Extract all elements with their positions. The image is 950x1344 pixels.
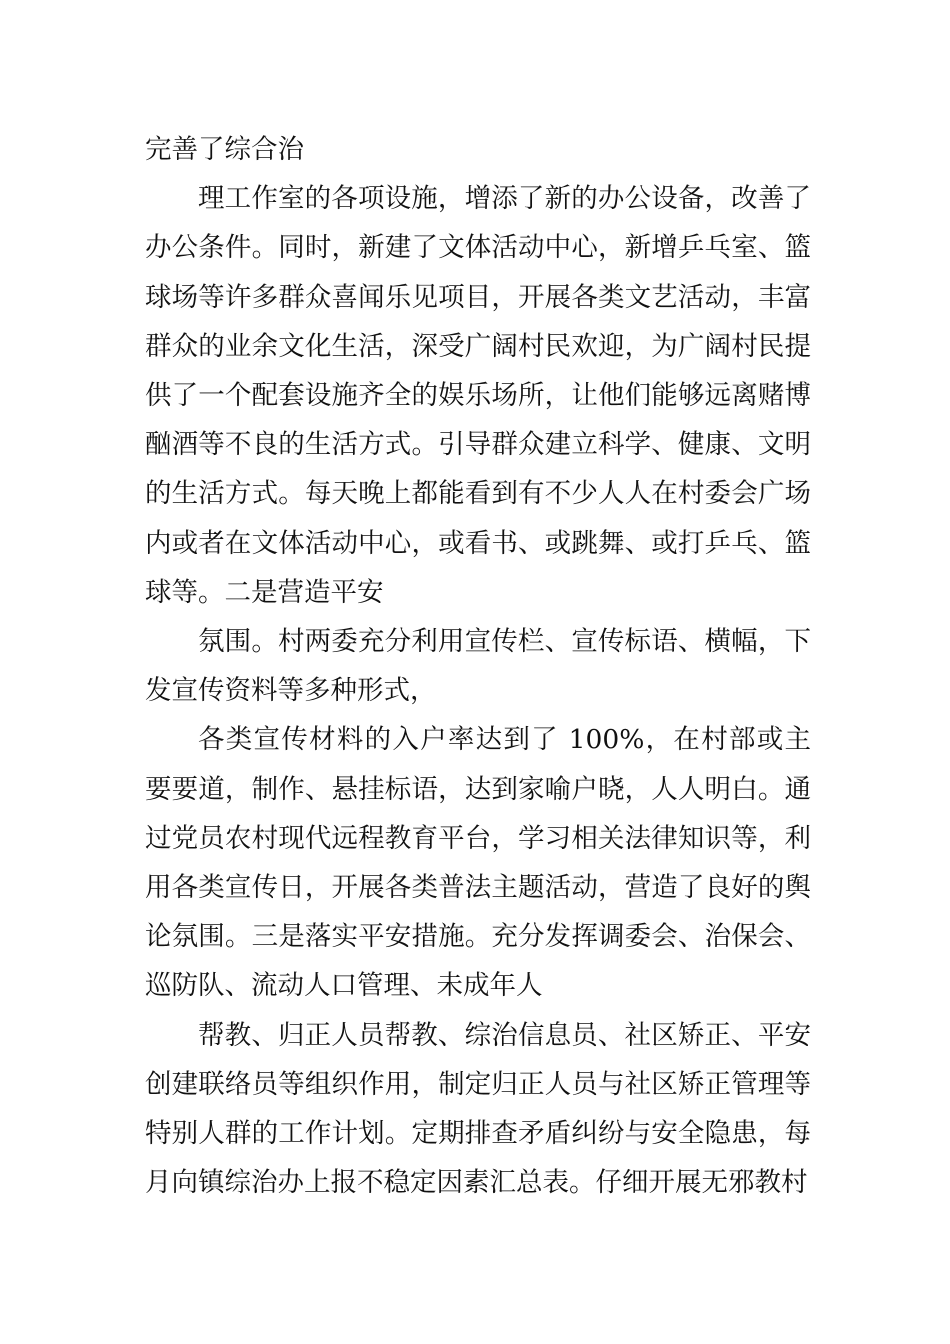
paragraph-4: 各类宣传材料的入户率达到了 100%，在村部或主要要道，制作、悬挂标语，达到家喻户晓，人人明白。通过党员农村现代远程教育平台，学习相关法律知识等，利用各类宣传日，开展各类普法主题活动，营造了良好的舆论氛围。三是落实平安措施。充分发挥调委会、治保会、巡防队、流动人口管理、未成年人: [145, 724, 811, 1002]
document-body: [145, 125, 811, 1207]
paragraph-3: 氛围。村两委充分利用宣传栏、宣传标语、横幅，下发宣传资料等多种形式，: [145, 626, 811, 707]
paragraph-1: 完善了综合治: [145, 134, 304, 165]
paragraph-2: 理工作室的各项设施，增添了新的办公设备，改善了办公条件。同时，新建了文体活动中心，新增乒乓室、篮球场等许多群众喜闻乐见项目，开展各类文艺活动，丰富群众的业余文化生活，深受广阔村民欢迎，为广阔村民提供了一个配套设施齐全的娱乐场所，让他们能够远离赌博酗酒等不良的生活方式。引导群众建立科学、健康、文明的生活方式。每天晚上都能看到有不少人人在村委会广场内或者在文体活动中心，或看书、或跳舞、或打乒乓、篮球等。二是营造平安: [145, 183, 811, 608]
paragraph-5: 帮教、归正人员帮教、综治信息员、社区矫正、平安创建联络员等组织作用，制定归正人员与社区矫正管理等特别人群的工作计划。定期排查矛盾纠纷与安全隐患，每月向镇综治办上报不稳定因素汇总表。仔细开展无邪教村: [145, 1019, 811, 1199]
